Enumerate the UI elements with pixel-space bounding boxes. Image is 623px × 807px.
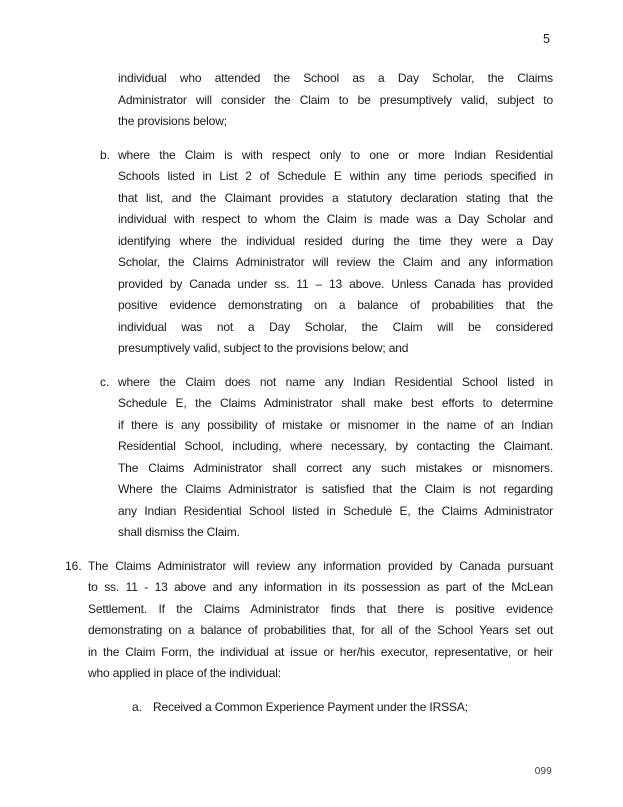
text-line: Administrator will consider the Claim to be presumptively valid, subject to — [118, 92, 553, 107]
list-item-16 — [65, 556, 553, 685]
text-line: individual who attended the School as a Day Scholar, the Claims — [118, 71, 553, 85]
text-line: in the Claim Form, the individual at issue or her/his executor, representative, or heir — [88, 644, 553, 659]
text-line: Schools listed in List 2 of Schedule E within any time periods specified in — [118, 169, 553, 183]
list-item-16a-text: Received a Common Experience Payment under the IRSSA; — [153, 699, 468, 714]
list-item-16a — [132, 697, 553, 719]
text-line: Settlement. If the Claims Administrator finds that there is positive evidence — [88, 601, 553, 616]
page-number: 5 — [543, 32, 550, 46]
text-line: where the Claim is with respect only to one or more Indian Residential — [118, 147, 553, 162]
list-item-b — [100, 145, 553, 360]
text-line: that list, and the Claimant provides a statutory declaration stating that the — [118, 190, 553, 205]
list-item-16-label: 16. — [65, 558, 82, 573]
text-line: any Indian Residential School listed in Schedule E, the Claims Administrator — [118, 503, 553, 518]
text-line: if there is any possibility of mistake or misnomer in the name of an Indian — [118, 417, 553, 432]
list-item-b-label: b. — [100, 147, 111, 162]
text-line: who applied in place of the individual: — [88, 666, 281, 680]
text-line: individual with respect to whom the Claim is made was a Day Scholar and — [118, 212, 553, 226]
list-item-16-text — [88, 556, 553, 685]
list-item-b-text — [118, 145, 553, 360]
text-line: positive evidence demonstrating on a balance of probabilities that the — [118, 298, 553, 312]
text-line: shall dismiss the Claim. — [118, 525, 240, 539]
text-line: Schedule E, the Claims Administrator shall make best efforts to determine — [118, 396, 553, 410]
text-line: Residential School, including, where necessary, by contacting the Claimant. — [118, 439, 553, 453]
text-line: provided by Canada under ss. 11 – 13 above. Unless Canada has provided — [118, 276, 553, 291]
paragraph-a-continuation — [118, 68, 553, 133]
text-line: individual was not a Day Scholar, the Claim will be considered — [118, 319, 553, 334]
text-line: The Claims Administrator shall correct any such mistakes or misnomers. — [118, 460, 553, 475]
list-item-c-text — [118, 372, 553, 544]
list-item-c — [100, 372, 553, 544]
text-line: the provisions below; — [118, 114, 227, 128]
text-line: Scholar, the Claims Administrator will review the Claim and any information — [118, 255, 553, 269]
text-line: presumptively valid, subject to the provisions below; and — [118, 341, 409, 355]
text-line: identifying where the individual resided during the time they were a Day — [118, 233, 553, 248]
document-content — [0, 68, 623, 718]
text-line: Where the Claims Administrator is satisfied that the Claim is not regarding — [118, 482, 553, 496]
text-line: demonstrating on a balance of probabilities that, for all of the School Years set out — [88, 623, 553, 637]
text-line: to ss. 11 - 13 above and any information in its possession as part of the McLean — [88, 580, 553, 594]
list-item-16a-label: a. — [132, 699, 143, 714]
text-line: where the Claim does not name any Indian Residential School listed in — [118, 374, 553, 389]
list-item-c-label: c. — [100, 374, 110, 389]
footer-page-number: 099 — [534, 766, 552, 777]
text-line: The Claims Administrator will review any information provided by Canada pursuant — [88, 558, 553, 573]
